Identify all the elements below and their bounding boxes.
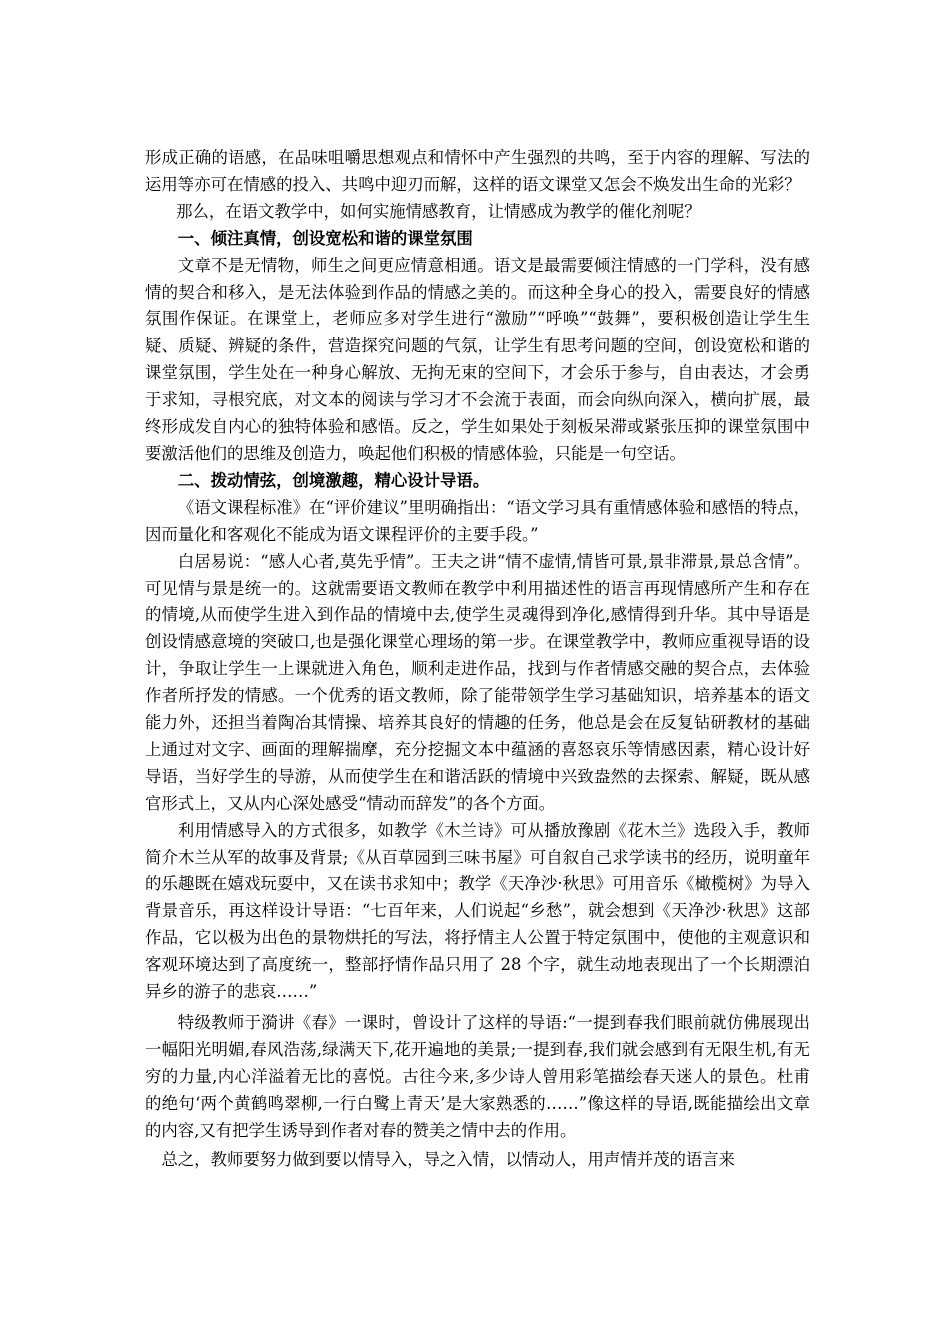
paragraph-section-1: 文章不是无情物，师生之间更应情意相通。语文是最需要倾注情感的一门学科，没有感情的契合和移入，是无法体验到作品的情感之美的。而这种全身心的投入，需要良好的情感氛围作保证。在课堂上，老师应多对学生进行“激励”“呼唤”“鼓舞”，要积极创造让学生生疑、质疑、辨疑的条件，营造探究问题的气氛，让学生有思考问题的空间，创设宽松和谐的课堂氛围，学生处在一种身心解放、无拘无束的空间下，才会乐于参与，自由表达，才会勇于求知，寻根究底，对文本的阅读与学习才不会流于表面，而会向纵向深入，横向扩展，最终形成发自内心的独特体验和感悟。反之，学生如果处于刻板呆滞或紧张压抑的课堂氛围中要激活他们的思维及创造力，唤起他们积极的情感体验，只能是一句空话。	[145, 255, 810, 463]
paragraph-yu-yi: 特级教师于漪讲《春》一课时，曾设计了这样的导语:“一提到春我们眼前就仿佛展现出一幅阳光明媚,春风浩荡,绿满天下,花开遍地的美景;一提到春,我们就会感到有无限生机,有无穷的力量,内心洋溢着无比的喜悦。古往今来,多少诗人曾用彩笔描绘春天迷人的景色。杜甫的绝句‘两个黄鹤鸣翠柳,一行白鹭上青天’是大家熟悉的……”像这样的导语,既能描绘出文章的内容,又有把学生诱导到作者对春的赞美之情中去的作用。	[145, 1013, 810, 1140]
paragraph-emotion-intro: 利用情感导入的方式很多，如教学《木兰诗》可从播放豫剧《花木兰》选段入手，教师简介木兰从军的故事及背景;《从百草园到三味书屋》可自叙自己求学读书的经历，说明童年的乐趣既在嬉戏玩耍中，又在读书求知中；教学《天净沙·秋思》可用音乐《橄榄树》为导入背景音乐，再这样设计导语：“七百年来，人们说起“乡愁”，就会想到《天净沙·秋思》这部作品，它以极为出色的景物烘托的写法，将抒情主人公置于特定氛围中，使他的主观意识和客观环境达到了高度统一，整部抒情作品只用了 28 个字，就生动地表现出了一个长期漂泊异乡的游子的悲哀……”	[145, 820, 810, 1002]
paragraph-bai-juyi: 白居易说：“感人心者,莫先乎情”。王夫之讲“情不虚情,情皆可景,景非滞景,景总含情”。可见情与景是统一的。这就需要语文教师在教学中利用描述性的语言再现情感所产生和存在的情境,从而使学生进入到作品的情境中去,使学生灵魂得到净化,感情得到升华。其中导语是创设情感意境的突破口,也是强化课堂心理场的第一步。在课堂教学中，教师应重视导语的设计，争取让学生一上课就进入角色，顺利走进作品，找到与作者情感交融的契合点，去体验作者所抒发的情感。一个优秀的语文教师，除了能带领学生学习基础知识，培养基本的语文能力外，还担当着陶冶其情操、培养其良好的情趣的任务，他总是会在反复钻研教材的基础上通过对文字、画面的理解揣摩，充分挖掘文本中蕴涵的喜怒哀乐等情感因素，精心设计好导语，当好学生的导游，从而使学生在和谐活跃的情境中兴致盎然的去探索、解疑，既从感官形式上，又从内心深处感受“情动而辞发”的各个方面。	[145, 551, 810, 813]
section-heading-2: 二、拨动情弦，创境激趣，精心设计导语。	[177, 470, 490, 490]
paragraph-conclusion: 总之，教师要努力做到要以情导入，导之入情，以情动人，用声情并茂的语言来	[161, 1149, 736, 1169]
paragraph-continuation: 形成正确的语感，在品味咀嚼思想观点和情怀中产生强烈的共鸣，至于内容的理解、写法的运用等亦可在情感的投入、共鸣中迎刃而解，这样的语文课堂又怎会不焕发出生命的光彩？	[145, 148, 810, 194]
paragraph-curriculum-quote: 《语文课程标准》在“评价建议”里明确指出：“语文学习具有重情感体验和感悟的特点，因而量化和客观化不能成为语文课程评价的主要手段。”	[145, 497, 810, 544]
section-heading-1: 一、倾注真情，创设宽松和谐的课堂氛围	[177, 228, 473, 248]
paragraph-question: 那么，在语文教学中，如何实施情感教育，让情感成为教学的催化剂呢？	[176, 201, 701, 221]
document-page	[145, 145, 810, 1173]
